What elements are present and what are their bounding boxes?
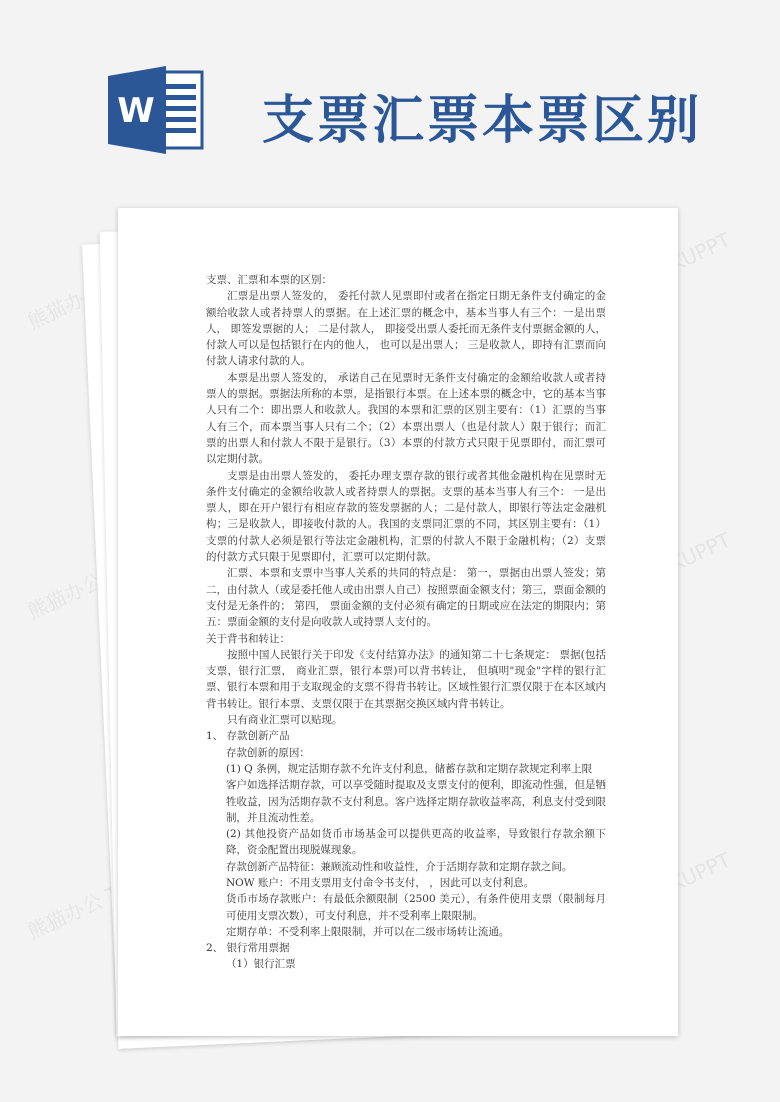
document-paragraph: 汇票、本票和支票中当事人关系的共同的特点是： 第一，票据由出票人签发；第二，由付款人（或是委托他人或由出票人自己）按照票面金额支付；第三，票面金额的支付是无条件的； 第四， 票面金额的支付必须有确定的日期或应在法定的期限内；第五：票面金额的支付是向收款人或持票人支付的。 bbox=[206, 567, 606, 629]
word-document-icon bbox=[108, 66, 208, 154]
document-paragraph: 2、 银行常用票据 bbox=[206, 942, 290, 955]
document-paragraph: 支票、汇票和本票的区别： bbox=[206, 274, 332, 286]
document-body bbox=[206, 272, 606, 973]
document-paragraph: 汇票是出票人签发的， 委托付款人见票即付或者在指定日期无条件支付确定的金额给收款人或者持票人的票据。在上述汇票的概念中，基本当事人有三个：一是出票人， 即签发票据的人； 二是付款人， 即接受出票人委托而无条件支付票据金额的人， 付款人可以是包括银行在内的他人， 也可以是出票人； 三是收款人，即持有汇票而向付款人请求付款的人。 bbox=[206, 290, 606, 368]
document-paragraph: 本票是出票人签发的， 承诺自己在见票时无条件支付确定的金额给收款人或者持票人的票据。票据法所称的本票，是指银行本票。在上述本票的概念中，它的基本当事人只有二个：即出票人和收款人。我国的本票和汇票的区别主要有：（1）汇票的当事人有三个，而本票当事人只有二个；（2）本票出票人（也是付款人）限于银行；而汇票的出票人和付款人不限于是银行。（3）本票的付款方式只限于见票即付，而汇票可以定期付款。 bbox=[206, 371, 606, 466]
document-paragraph: 支票是由出票人签发的， 委托办理支票存款的银行或者其他金融机构在见票时无条件支付确定的金额给收款人或者持票人的票据。支票的基本当事人有三个： 一是出票人，即在开户银行有相应存款的签发票据的人；二是付款人，即银行等法定金融机构；三是收款人，即接收付款的人。我国的支票同汇票的不同，其区别主要有：（1）支票的付款人必须是银行等法定金融机构，汇票的付款人不限于金融机构；（2）支票的付款方式只限于见票即付，汇票可以定期付款。 bbox=[206, 469, 606, 564]
document-paragraph: 客户如选择活期存款，可以享受随时提取及支票支付的便利，即流动性强，但是牺牲收益，因为活期存款不支付利息。客户选择定期存款收益率高，利息支付受到限制，并且流动性差。 bbox=[225, 779, 606, 824]
document-paragraph: 货币市场存款账户：有最低余额限制（2500 美元），有条件使用支票（限制每月可使用支票次数），可支付利息，并不受利率上限限制。 bbox=[225, 893, 606, 922]
document-paragraph: （1）银行汇票 bbox=[225, 958, 296, 971]
document-paragraph: 存款创新产品特征：兼顾流动性和收益性，介于活期存款和定期存款之间。 bbox=[225, 860, 573, 873]
word-logo-letter: W bbox=[117, 91, 155, 131]
header bbox=[0, 0, 780, 200]
watermark: 熊猫办公 TUKUPPT bbox=[23, 847, 195, 945]
page-title: 支票汇票本票区别 bbox=[262, 91, 703, 151]
document-paragraph: NOW 账户：不用支票用支付命令书支付， ，因此可以支付利息。 bbox=[225, 876, 535, 889]
document-paragraph: (1) Q 条例，规定活期存款不允许支付利息，储蓄存款和定期存款规定利率上限 bbox=[225, 762, 593, 775]
watermark: TUKUPPT bbox=[642, 847, 735, 908]
watermark: TUKUPPT bbox=[642, 527, 735, 588]
document-paragraph: 1、 存款创新产品 bbox=[206, 730, 290, 743]
document-paragraph: 存款创新的原因： bbox=[225, 746, 310, 759]
document-paragraph: 按照中国人民银行关于印发《支付结算办法》的通知第二十七条规定： 票据(包括支票，银行汇票， 商业汇票，银行本票)可以背书转让， 但填明"现金"字样的银行汇票、银行本票和用于支取现金的支票不得背书转让。区域性银行汇票仅限于在本区域内背书转让。银行本票、支票仅限于在其票据交换区域内背书转让。 bbox=[206, 648, 606, 710]
document-paragraph: (2) 其他投资产品如货币市场基金可以提供更高的收益率，导致银行存款余额下降，资金配置出现脱媒现象。 bbox=[225, 828, 606, 857]
watermark: TUKUPPT bbox=[642, 227, 735, 288]
watermark: 熊猫办公 bbox=[23, 568, 107, 625]
document-paragraph: 只有商业汇票可以贴现。 bbox=[227, 714, 343, 727]
watermark: 熊猫办公 bbox=[23, 278, 107, 335]
document-paragraph: 关于背书和转让： bbox=[206, 632, 290, 645]
document-page bbox=[118, 208, 678, 1036]
document-paragraph: 定期存单：不受利率上限限制，并可以在二级市场转让流通。 bbox=[225, 925, 510, 938]
